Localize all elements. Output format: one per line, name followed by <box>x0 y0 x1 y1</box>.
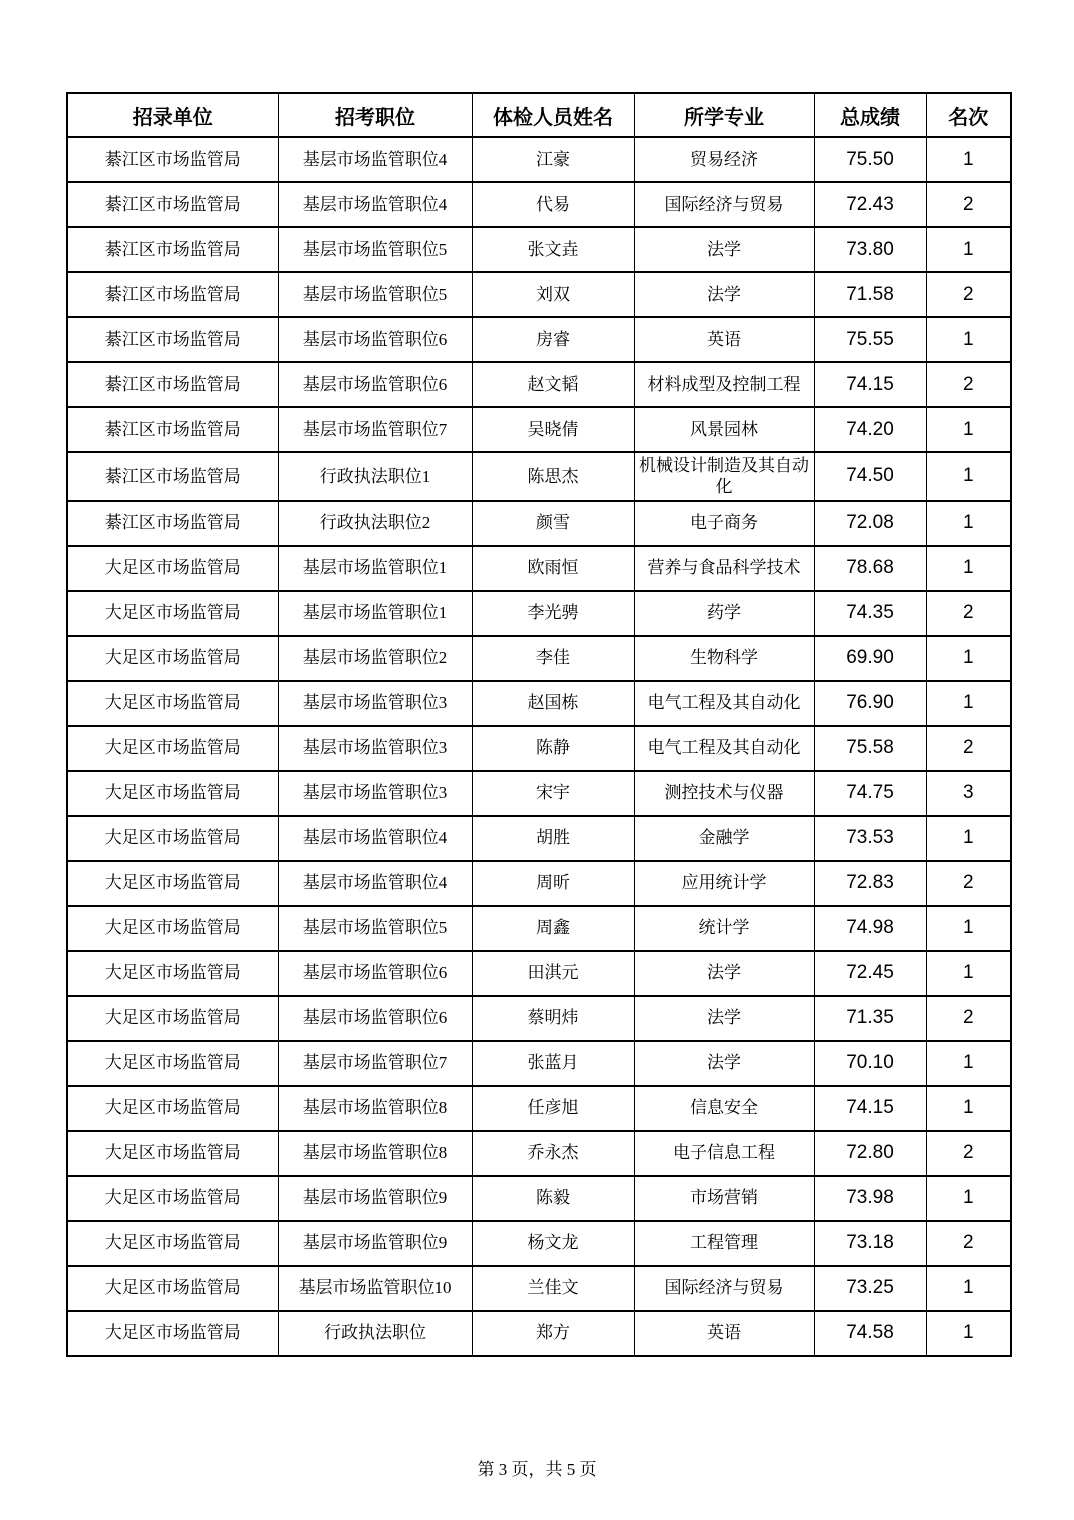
name-cell: 张文垚 <box>472 227 634 272</box>
score-cell: 72.43 <box>814 182 926 227</box>
position-cell: 基层市场监管职位4 <box>278 861 472 906</box>
major-cell: 工程管理 <box>634 1221 814 1266</box>
unit-cell: 綦江区市场监管局 <box>67 272 278 317</box>
rank-cell: 1 <box>926 636 1011 681</box>
column-header-unit: 招录单位 <box>67 93 278 137</box>
unit-cell: 大足区市场监管局 <box>67 771 278 816</box>
name-cell: 兰佳文 <box>472 1266 634 1311</box>
column-header-name: 体检人员姓名 <box>472 93 634 137</box>
unit-cell: 大足区市场监管局 <box>67 726 278 771</box>
unit-cell: 大足区市场监管局 <box>67 546 278 591</box>
position-cell: 基层市场监管职位4 <box>278 816 472 861</box>
column-header-position: 招考职位 <box>278 93 472 137</box>
rank-cell: 2 <box>926 182 1011 227</box>
position-cell: 基层市场监管职位5 <box>278 272 472 317</box>
rank-cell: 1 <box>926 501 1011 546</box>
column-header-major: 所学专业 <box>634 93 814 137</box>
name-cell: 张蓝月 <box>472 1041 634 1086</box>
major-cell: 国际经济与贸易 <box>634 182 814 227</box>
score-cell: 71.35 <box>814 996 926 1041</box>
unit-cell: 大足区市场监管局 <box>67 996 278 1041</box>
name-cell: 陈毅 <box>472 1176 634 1221</box>
major-cell: 英语 <box>634 317 814 362</box>
table-row <box>67 726 1011 771</box>
name-cell: 胡胜 <box>472 816 634 861</box>
score-cell: 75.55 <box>814 317 926 362</box>
major-cell: 英语 <box>634 1311 814 1356</box>
major-cell: 国际经济与贸易 <box>634 1266 814 1311</box>
position-cell: 行政执法职位1 <box>278 452 472 501</box>
table-row <box>67 681 1011 726</box>
rank-cell: 2 <box>926 362 1011 407</box>
score-cell: 73.18 <box>814 1221 926 1266</box>
position-cell: 基层市场监管职位6 <box>278 317 472 362</box>
rank-cell: 1 <box>926 227 1011 272</box>
major-cell: 电子信息工程 <box>634 1131 814 1176</box>
table-row <box>67 362 1011 407</box>
major-cell: 电气工程及其自动化 <box>634 726 814 771</box>
table-row <box>67 1176 1011 1221</box>
score-cell: 69.90 <box>814 636 926 681</box>
score-cell: 72.08 <box>814 501 926 546</box>
table-row <box>67 137 1011 182</box>
rank-cell: 2 <box>926 1131 1011 1176</box>
major-cell: 应用统计学 <box>634 861 814 906</box>
rank-cell: 1 <box>926 1311 1011 1356</box>
table-row <box>67 816 1011 861</box>
table-row <box>67 546 1011 591</box>
table-row <box>67 317 1011 362</box>
rank-cell: 1 <box>926 452 1011 501</box>
rank-cell: 1 <box>926 137 1011 182</box>
name-cell: 欧雨恒 <box>472 546 634 591</box>
position-cell: 基层市场监管职位6 <box>278 996 472 1041</box>
table-row <box>67 1086 1011 1131</box>
score-cell: 78.68 <box>814 546 926 591</box>
rank-cell: 2 <box>926 726 1011 771</box>
unit-cell: 綦江区市场监管局 <box>67 227 278 272</box>
table-row <box>67 407 1011 452</box>
position-cell: 基层市场监管职位6 <box>278 362 472 407</box>
major-cell: 营养与食品科学技术 <box>634 546 814 591</box>
table-row <box>67 591 1011 636</box>
position-cell: 基层市场监管职位3 <box>278 726 472 771</box>
position-cell: 基层市场监管职位2 <box>278 636 472 681</box>
score-cell: 74.15 <box>814 1086 926 1131</box>
table-row <box>67 227 1011 272</box>
major-cell: 法学 <box>634 951 814 996</box>
name-cell: 周昕 <box>472 861 634 906</box>
major-cell: 电子商务 <box>634 501 814 546</box>
position-cell: 基层市场监管职位1 <box>278 546 472 591</box>
position-cell: 基层市场监管职位3 <box>278 771 472 816</box>
table-row <box>67 452 1011 501</box>
position-cell: 基层市场监管职位6 <box>278 951 472 996</box>
position-cell: 基层市场监管职位9 <box>278 1221 472 1266</box>
column-header-rank: 名次 <box>926 93 1011 137</box>
major-cell: 统计学 <box>634 906 814 951</box>
unit-cell: 綦江区市场监管局 <box>67 182 278 227</box>
position-cell: 行政执法职位2 <box>278 501 472 546</box>
table-row <box>67 906 1011 951</box>
table-row <box>67 182 1011 227</box>
unit-cell: 綦江区市场监管局 <box>67 452 278 501</box>
rank-cell: 3 <box>926 771 1011 816</box>
unit-cell: 大足区市场监管局 <box>67 906 278 951</box>
position-cell: 基层市场监管职位5 <box>278 906 472 951</box>
unit-cell: 大足区市场监管局 <box>67 1176 278 1221</box>
score-cell: 72.45 <box>814 951 926 996</box>
column-header-score: 总成绩 <box>814 93 926 137</box>
unit-cell: 綦江区市场监管局 <box>67 501 278 546</box>
rank-cell: 1 <box>926 681 1011 726</box>
table-row <box>67 1311 1011 1356</box>
unit-cell: 大足区市场监管局 <box>67 1086 278 1131</box>
score-cell: 74.35 <box>814 591 926 636</box>
unit-cell: 綦江区市场监管局 <box>67 137 278 182</box>
name-cell: 田淇元 <box>472 951 634 996</box>
name-cell: 吴晓倩 <box>472 407 634 452</box>
unit-cell: 大足区市场监管局 <box>67 816 278 861</box>
position-cell: 基层市场监管职位8 <box>278 1086 472 1131</box>
table-row <box>67 996 1011 1041</box>
score-cell: 73.80 <box>814 227 926 272</box>
table-row <box>67 771 1011 816</box>
rank-cell: 2 <box>926 591 1011 636</box>
score-cell: 75.58 <box>814 726 926 771</box>
table-row <box>67 272 1011 317</box>
name-cell: 乔永杰 <box>472 1131 634 1176</box>
name-cell: 李佳 <box>472 636 634 681</box>
major-cell: 法学 <box>634 227 814 272</box>
unit-cell: 大足区市场监管局 <box>67 1041 278 1086</box>
score-cell: 73.25 <box>814 1266 926 1311</box>
score-cell: 73.98 <box>814 1176 926 1221</box>
score-cell: 70.10 <box>814 1041 926 1086</box>
unit-cell: 大足区市场监管局 <box>67 951 278 996</box>
unit-cell: 大足区市场监管局 <box>67 591 278 636</box>
rank-cell: 1 <box>926 1176 1011 1221</box>
name-cell: 蔡明炜 <box>472 996 634 1041</box>
position-cell: 基层市场监管职位8 <box>278 1131 472 1176</box>
table-row <box>67 1131 1011 1176</box>
rank-cell: 1 <box>926 1266 1011 1311</box>
unit-cell: 綦江区市场监管局 <box>67 407 278 452</box>
table-row <box>67 636 1011 681</box>
score-cell: 71.58 <box>814 272 926 317</box>
major-cell: 机械设计制造及其自动化 <box>634 452 814 501</box>
position-cell: 基层市场监管职位4 <box>278 182 472 227</box>
unit-cell: 大足区市场监管局 <box>67 1131 278 1176</box>
page-number-footer: 第 3 页，共 5 页 <box>477 1460 597 1479</box>
unit-cell: 大足区市场监管局 <box>67 1221 278 1266</box>
name-cell: 宋宇 <box>472 771 634 816</box>
table-header-row <box>67 93 1011 137</box>
major-cell: 测控技术与仪器 <box>634 771 814 816</box>
name-cell: 颜雪 <box>472 501 634 546</box>
position-cell: 基层市场监管职位9 <box>278 1176 472 1221</box>
major-cell: 贸易经济 <box>634 137 814 182</box>
rank-cell: 1 <box>926 546 1011 591</box>
name-cell: 赵国栋 <box>472 681 634 726</box>
major-cell: 电气工程及其自动化 <box>634 681 814 726</box>
unit-cell: 大足区市场监管局 <box>67 861 278 906</box>
score-cell: 74.50 <box>814 452 926 501</box>
major-cell: 风景园林 <box>634 407 814 452</box>
name-cell: 郑方 <box>472 1311 634 1356</box>
name-cell: 赵文韬 <box>472 362 634 407</box>
name-cell: 杨文龙 <box>472 1221 634 1266</box>
unit-cell: 綦江区市场监管局 <box>67 317 278 362</box>
score-cell: 74.58 <box>814 1311 926 1356</box>
physical-exam-results-table <box>66 92 1012 1357</box>
table-row <box>67 1221 1011 1266</box>
score-cell: 74.98 <box>814 906 926 951</box>
name-cell: 代易 <box>472 182 634 227</box>
unit-cell: 綦江区市场监管局 <box>67 362 278 407</box>
rank-cell: 2 <box>926 272 1011 317</box>
table-row <box>67 501 1011 546</box>
rank-cell: 1 <box>926 407 1011 452</box>
name-cell: 房睿 <box>472 317 634 362</box>
unit-cell: 大足区市场监管局 <box>67 636 278 681</box>
major-cell: 市场营销 <box>634 1176 814 1221</box>
rank-cell: 1 <box>926 906 1011 951</box>
rank-cell: 1 <box>926 317 1011 362</box>
name-cell: 刘双 <box>472 272 634 317</box>
major-cell: 法学 <box>634 272 814 317</box>
unit-cell: 大足区市场监管局 <box>67 1266 278 1311</box>
position-cell: 行政执法职位 <box>278 1311 472 1356</box>
major-cell: 材料成型及控制工程 <box>634 362 814 407</box>
name-cell: 李光骋 <box>472 591 634 636</box>
table-row <box>67 1041 1011 1086</box>
major-cell: 药学 <box>634 591 814 636</box>
major-cell: 法学 <box>634 996 814 1041</box>
name-cell: 陈静 <box>472 726 634 771</box>
score-cell: 74.15 <box>814 362 926 407</box>
major-cell: 信息安全 <box>634 1086 814 1131</box>
position-cell: 基层市场监管职位3 <box>278 681 472 726</box>
major-cell: 法学 <box>634 1041 814 1086</box>
table-row <box>67 861 1011 906</box>
rank-cell: 2 <box>926 861 1011 906</box>
unit-cell: 大足区市场监管局 <box>67 681 278 726</box>
name-cell: 周鑫 <box>472 906 634 951</box>
position-cell: 基层市场监管职位4 <box>278 137 472 182</box>
score-cell: 72.83 <box>814 861 926 906</box>
rank-cell: 2 <box>926 996 1011 1041</box>
position-cell: 基层市场监管职位10 <box>278 1266 472 1311</box>
position-cell: 基层市场监管职位1 <box>278 591 472 636</box>
score-cell: 72.80 <box>814 1131 926 1176</box>
score-cell: 75.50 <box>814 137 926 182</box>
table-row <box>67 951 1011 996</box>
table-row <box>67 1266 1011 1311</box>
name-cell: 任彦旭 <box>472 1086 634 1131</box>
rank-cell: 1 <box>926 816 1011 861</box>
name-cell: 陈思杰 <box>472 452 634 501</box>
score-cell: 73.53 <box>814 816 926 861</box>
major-cell: 金融学 <box>634 816 814 861</box>
major-cell: 生物科学 <box>634 636 814 681</box>
rank-cell: 1 <box>926 1086 1011 1131</box>
rank-cell: 1 <box>926 1041 1011 1086</box>
rank-cell: 1 <box>926 951 1011 996</box>
name-cell: 江豪 <box>472 137 634 182</box>
position-cell: 基层市场监管职位5 <box>278 227 472 272</box>
rank-cell: 2 <box>926 1221 1011 1266</box>
score-cell: 74.75 <box>814 771 926 816</box>
unit-cell: 大足区市场监管局 <box>67 1311 278 1356</box>
score-cell: 76.90 <box>814 681 926 726</box>
score-cell: 74.20 <box>814 407 926 452</box>
position-cell: 基层市场监管职位7 <box>278 1041 472 1086</box>
position-cell: 基层市场监管职位7 <box>278 407 472 452</box>
